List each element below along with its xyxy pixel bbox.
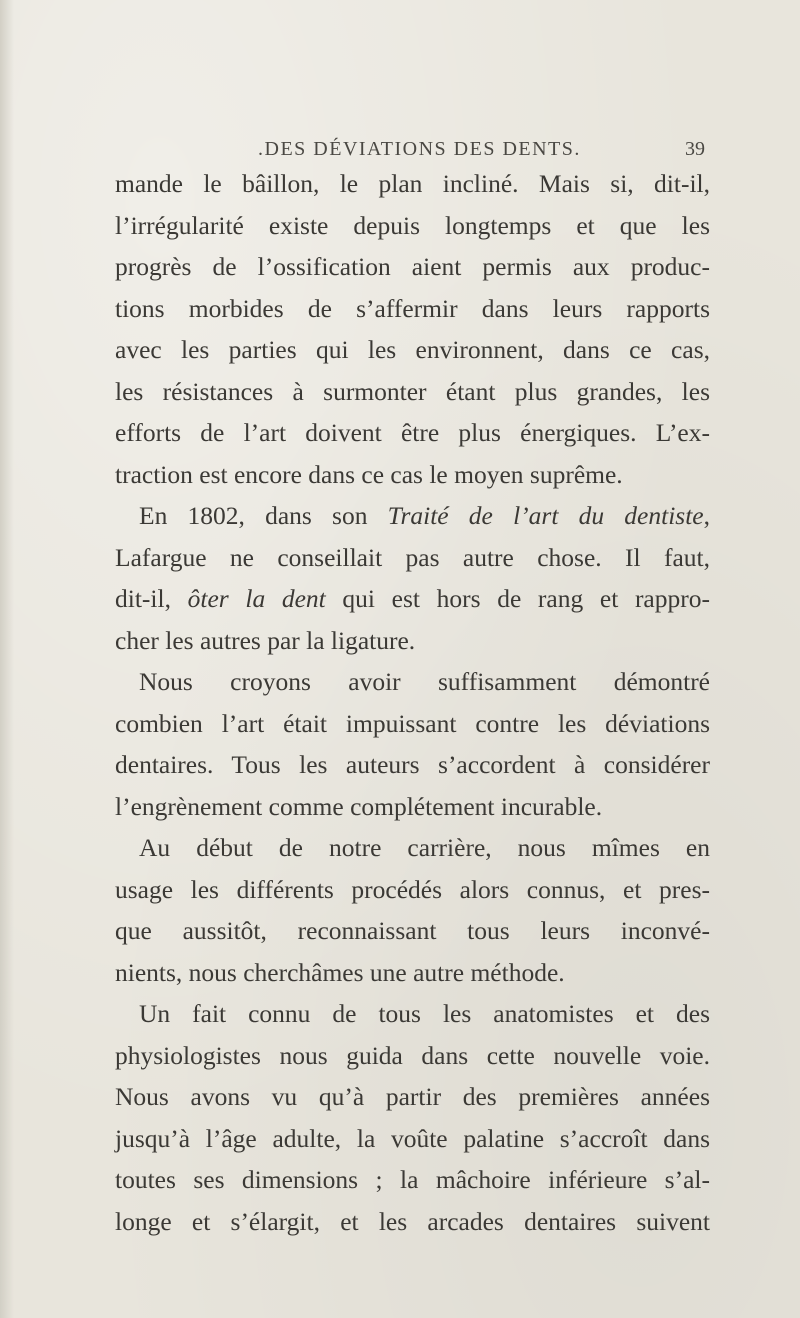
line-text: qui est hors de rang et rappro- [325,584,710,613]
text-line: nients, nous cherchâmes une autre méthode. [115,957,565,987]
line-text: dit-il, [115,584,188,613]
book-title-italic: Traité de l’art du dentiste [387,501,704,530]
text-line: l’engrènement comme complétement incurable. [115,791,603,821]
text-line: tions morbides de s’affermir dans leurs rapports [115,293,710,323]
line-text: , [703,501,710,530]
quotation-italic: ôter la dent [187,584,326,613]
text-line: traction est encore dans ce cas le moyen suprême. [115,459,623,489]
text-line: usage les différents procédés alors connus, et pres- [115,874,710,904]
line-text: En 1802, dans son [139,501,388,530]
page-number: 39 [685,138,705,160]
text-line: progrès de l’ossification aient permis aux produc- [115,252,710,281]
text-line: physiologistes nous guida dans cette nouvelle voie. [115,1040,710,1070]
body-text [115,163,710,1242]
text-line: que aussitôt, reconnaissant tous leurs inconvé- [115,916,710,945]
text-line: avec les parties qui les environnent, dans ce cas, [115,335,710,364]
text-line [115,495,710,537]
text-line: efforts de l’art doivent être plus énergiques. L’ex- [115,418,710,447]
text-line: Un fait connu de tous les anatomistes et des [139,999,710,1028]
text-line: les résistances à surmonter étant plus grandes, les [115,376,710,406]
text-line: Au début de notre carrière, nous mîmes en [139,833,710,862]
text-line: jusqu’à l’âge adulte, la voûte palatine s’accroît dans [115,1123,710,1153]
text-line [115,578,710,620]
text-line: Nous croyons avoir suffisamment démontré [139,667,710,696]
text-line: Lafargue ne conseillait pas autre chose. Il faut, [115,542,710,572]
text-line: mande le bâillon, le plan incliné. Mais si, dit-il, [115,169,710,198]
text-line: Nous avons vu qu’à partir des premières années [115,1082,710,1111]
running-title: .DES DÉVIATIONS DES DENTS. [258,138,581,160]
text-line: l’irrégularité existe depuis longtemps et que les [115,210,710,240]
page-gutter-shadow [0,0,14,1318]
text-line: dentaires. Tous les auteurs s’accordent à considérer [115,750,710,779]
text-line: longe et s’élargit, et les arcades dentaires suivent [115,1206,710,1236]
text-line: cher les autres par la ligature. [115,625,416,655]
text-line: combien l’art était impuissant contre les déviations [115,708,710,738]
text-line: toutes ses dimensions ; la mâchoire inférieure s’al- [115,1165,710,1194]
